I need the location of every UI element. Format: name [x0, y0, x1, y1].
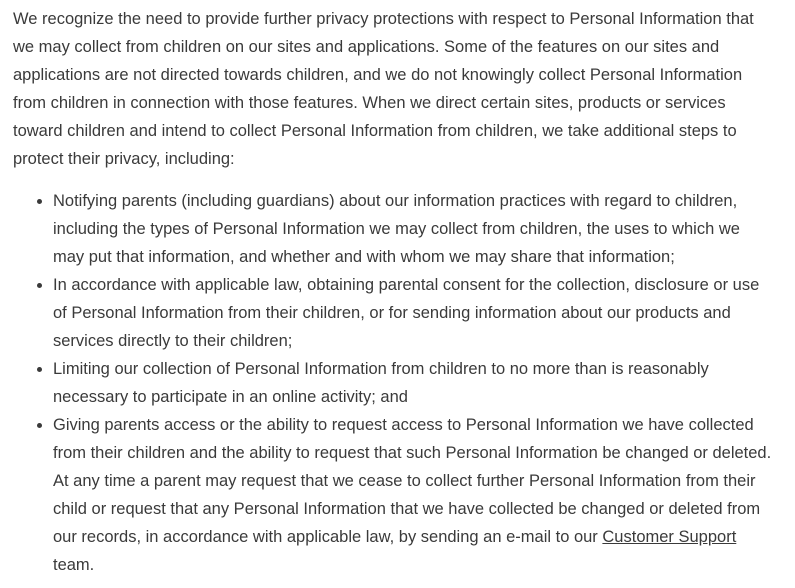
- list-item: • In accordance with applicable law, obtaining parental consent for the collection, disclosure or use of Personal Information from their children, or for sending information about our products and services directly to their children;: [53, 271, 773, 355]
- list-item: • Limiting our collection of Personal Information from children to no more than is reasonably necessary to participate in an online activity; and: [53, 355, 773, 411]
- list-item-suffix: team.: [53, 556, 95, 574]
- list-item: • Notifying parents (including guardians) about our information practices with regard to children, including the types of Personal Information we may collect from children, the uses to which we may put that information, and whether and with whom we may share that information;: [53, 187, 773, 271]
- children-privacy-section: [13, 5, 773, 579]
- intro-paragraph: We recognize the need to provide further privacy protections with respect to Personal Information that we may collect from children on our sites and applications. Some of the features on our sites and applications are not directed towards children, and we do not knowingly collect Personal Information from children in connection with those features. When we direct certain sites, products or services toward children and intend to collect Personal Information from children, we take additional steps to protect their privacy, including:: [13, 10, 754, 168]
- list-item-text: Giving parents access or the ability to request access to Personal Information we have collected from their children and the ability to request that such Personal Information be changed or deleted. At any time a parent may request that we cease to collect further Personal Information from their child or request that any Personal Information that we have collected be changed or deleted from our records, in accordance with applicable law, by sending an e-mail to our: [53, 416, 772, 546]
- list-item: [53, 411, 773, 579]
- customer-support-link[interactable]: Customer Support: [602, 528, 737, 546]
- privacy-steps-list: [13, 187, 773, 579]
